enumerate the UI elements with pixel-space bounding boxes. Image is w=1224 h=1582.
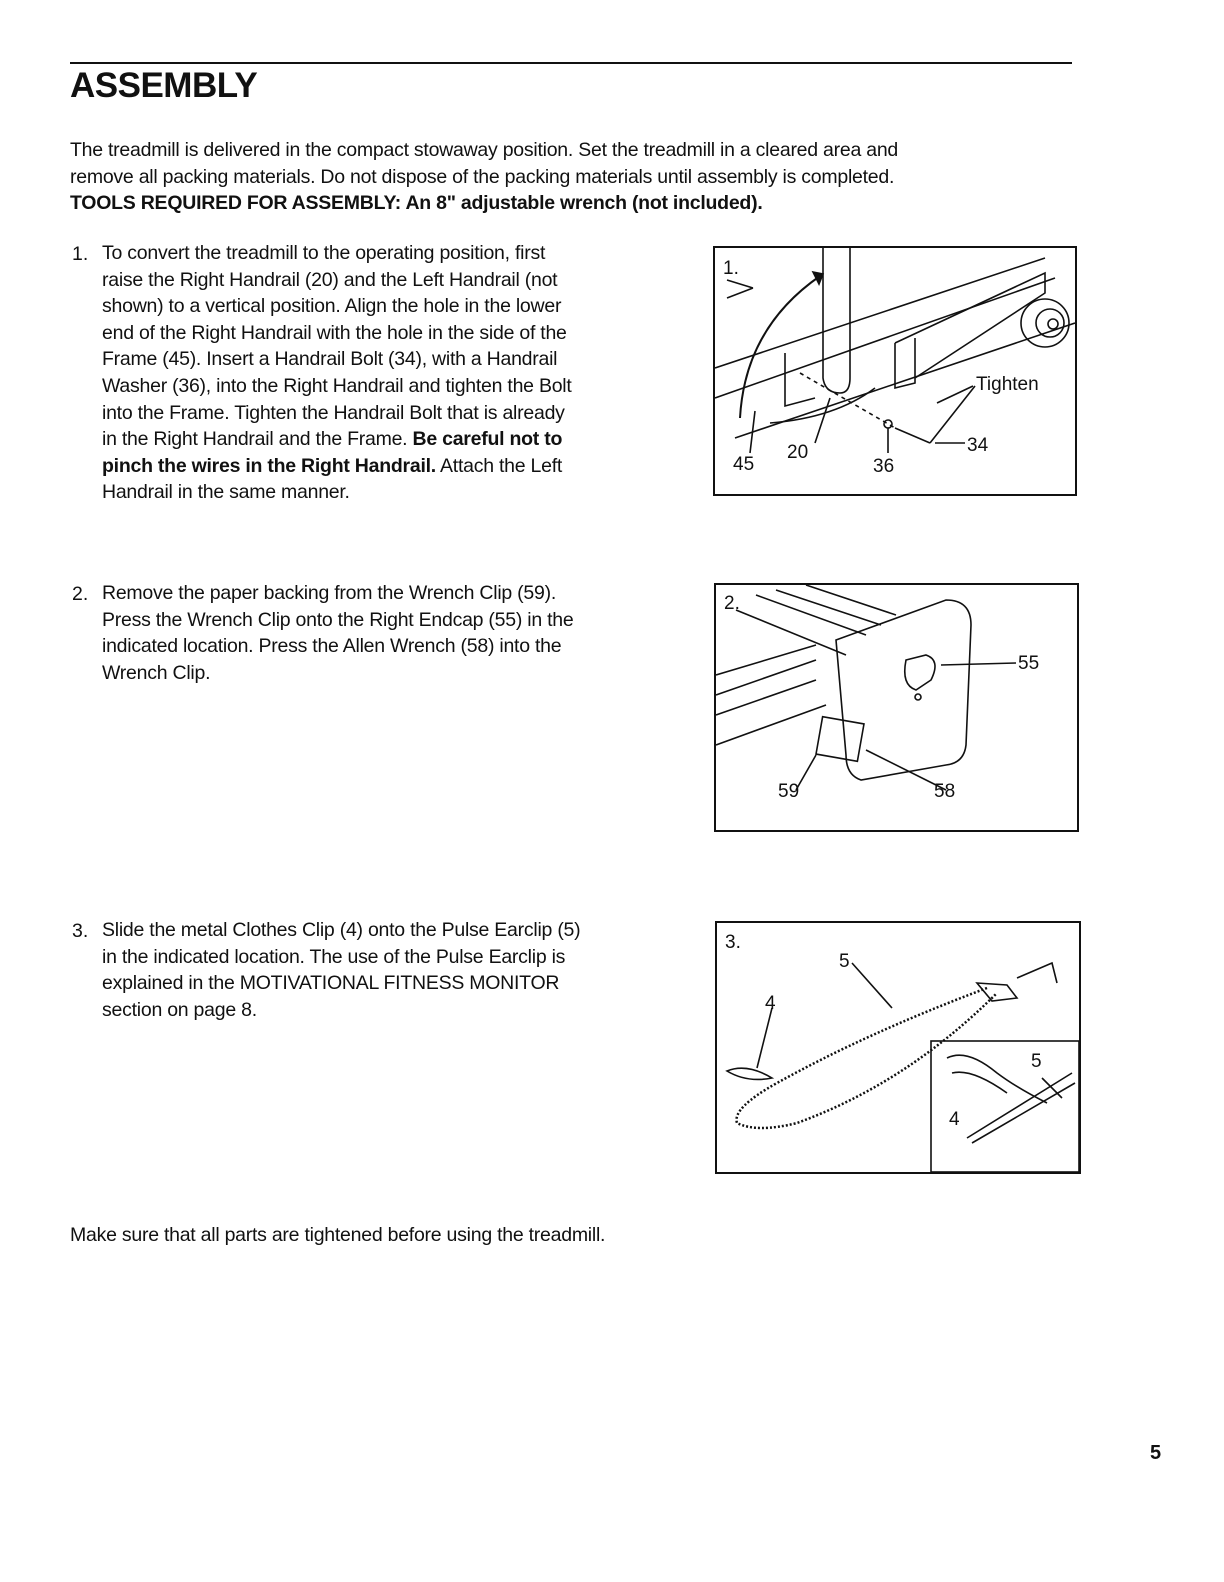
label-allen-wrench-58: 58 (934, 781, 956, 802)
text-line (102, 373, 572, 400)
bold-text: TOOLS REQUIRED FOR ASSEMBLY: An 8" adjustable wrench (not included). (70, 192, 763, 215)
text-line (102, 453, 572, 480)
text-line (70, 164, 898, 191)
figure-2-number: 2. (724, 593, 740, 614)
figure-2-wrench-clip (714, 583, 1079, 832)
text-segment: Press the Wrench Clip onto the Right Endcap (55) in the (102, 608, 574, 631)
intro-paragraph (70, 137, 898, 217)
endcap-illustration (716, 585, 1077, 830)
header-rule (70, 62, 1072, 64)
label-tighten: Tighten (976, 374, 1039, 395)
text-segment: shown) to a vertical position. Align the hole in the lower (102, 295, 562, 318)
text-line (102, 633, 573, 660)
bold-text: Be careful not to (412, 428, 563, 451)
label-wrench-clip-59: 59 (778, 781, 800, 802)
text-segment: Frame (45). Insert a Handrail Bolt (34), with a Handrail (102, 348, 558, 371)
bold-text: pinch the wires in the Right Handrail. (102, 454, 436, 477)
text-segment: section on page 8. (102, 998, 257, 1021)
text-line (102, 970, 580, 997)
text-line (102, 607, 573, 634)
handrail-illustration (715, 248, 1075, 494)
text-segment: explained in the MOTIVATIONAL FITNESS MONITOR (102, 972, 560, 995)
text-line (102, 660, 573, 687)
text-line (102, 917, 580, 944)
step-1-number: 1. (72, 243, 89, 265)
label-inset-earclip-5: 5 (1031, 1051, 1042, 1072)
label-pulse-earclip-5: 5 (839, 951, 850, 972)
page-title: ASSEMBLY (70, 66, 258, 105)
figure-3-number: 3. (725, 932, 741, 953)
text-segment: in the Right Handrail and the Frame. (102, 428, 413, 451)
label-bolt-34: 34 (967, 435, 989, 456)
text-segment: The treadmill is delivered in the compact stowaway position. Set the treadmill in a cleared area and (70, 139, 899, 161)
step-2-text (102, 580, 573, 686)
text-segment: Slide the metal Clothes Clip (4) onto the Pulse Earclip (5) (102, 919, 581, 941)
label-endcap-55: 55 (1018, 653, 1040, 674)
step-2-number: 2. (72, 583, 89, 605)
text-segment: To convert the treadmill to the operating position, first (102, 242, 546, 264)
step-3-number: 3. (72, 920, 89, 942)
text-segment: remove all packing materials. Do not dispose of the packing materials until assembly is completed. (70, 165, 895, 188)
text-segment: raise the Right Handrail (20) and the Left Handrail (not (102, 268, 558, 291)
text-line (102, 267, 572, 294)
text-segment: end of the Right Handrail with the hole in the side of the (102, 321, 567, 344)
text-segment: Wrench Clip. (102, 661, 211, 684)
label-clothes-clip-4: 4 (765, 993, 776, 1014)
text-segment: indicated location. Press the Allen Wrench (58) into the (102, 635, 562, 658)
text-segment: in the indicated location. The use of the Pulse Earclip is (102, 945, 566, 968)
text-line (102, 580, 573, 607)
text-segment: Washer (36), into the Right Handrail and tighten the Bolt (102, 374, 572, 397)
text-segment: Remove the paper backing from the Wrench Clip (59). (102, 582, 557, 604)
text-line (102, 240, 572, 267)
text-line (102, 944, 580, 971)
label-inset-clothes-clip-4: 4 (949, 1109, 960, 1130)
text-line (102, 997, 580, 1024)
earclip-illustration (717, 923, 1079, 1172)
label-handrail-20: 20 (787, 442, 809, 463)
text-line (102, 293, 572, 320)
label-frame-45: 45 (733, 454, 755, 475)
text-line (102, 320, 572, 347)
text-line (70, 137, 898, 164)
figure-3-pulse-earclip (715, 921, 1081, 1174)
page-number: 5 (1150, 1442, 1162, 1464)
step-3-text (102, 917, 580, 1023)
text-segment: Handrail in the same manner. (102, 481, 350, 504)
text-line (102, 479, 572, 506)
figure-1-number: 1. (723, 258, 739, 279)
text-segment: Attach the Left (435, 454, 563, 477)
text-segment: into the Frame. Tighten the Handrail Bolt that is already (102, 401, 565, 424)
figure-1-handrail (713, 246, 1077, 496)
text-line (102, 400, 572, 427)
text-line (102, 346, 572, 373)
text-line (70, 190, 898, 217)
label-washer-36: 36 (873, 456, 895, 477)
text-line (102, 426, 572, 453)
step-1-text (102, 240, 572, 506)
footer-note: Make sure that all parts are tightened before using the treadmill. (70, 1224, 606, 1246)
